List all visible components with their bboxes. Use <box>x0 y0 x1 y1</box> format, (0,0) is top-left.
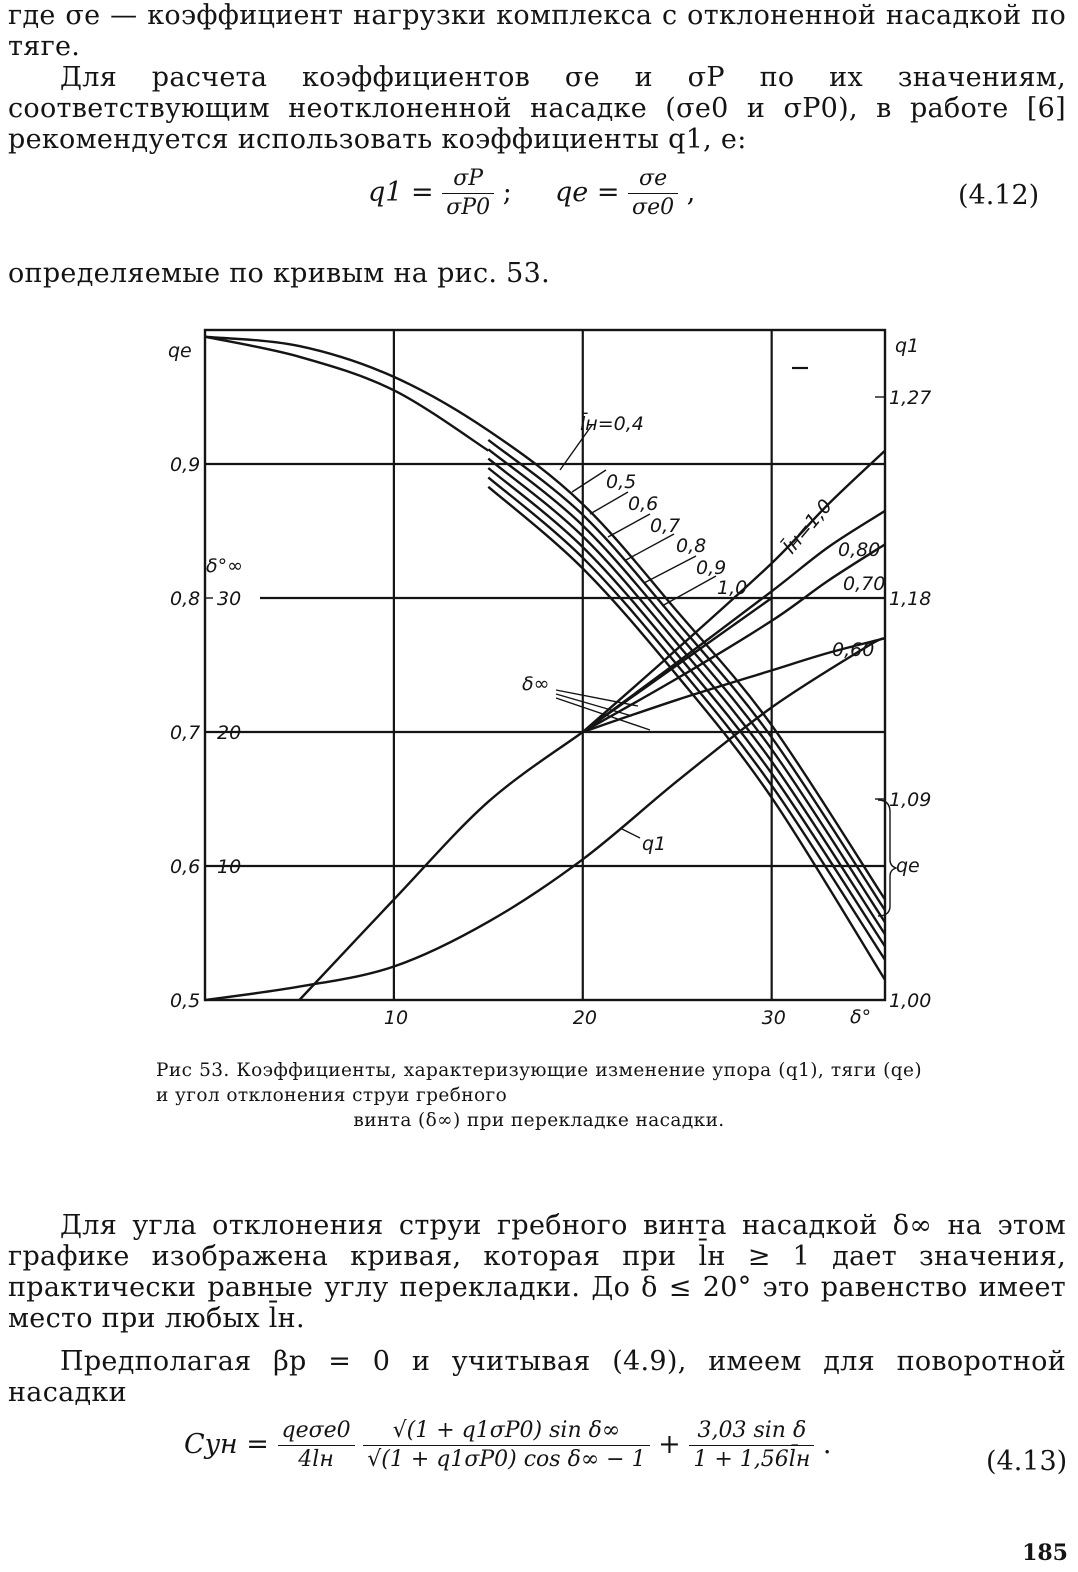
x-tick-label: 30 <box>761 1007 786 1029</box>
delta-tick-label: 30 <box>217 588 242 610</box>
eq412-num1: σP <box>442 166 494 194</box>
q1-curve-label: q1 <box>642 833 667 855</box>
figure-53-chart <box>0 320 1078 1040</box>
qe-label-09: 0,9 <box>696 557 727 579</box>
plot-frame <box>205 330 885 1000</box>
eq412-num2: σe <box>628 166 678 194</box>
x-tick-label: 20 <box>572 1007 597 1029</box>
paragraph-sigma-e-definition: где σe — коэффициент нагрузки комплекса с отклоненной насадкой по тяге. <box>8 0 1066 62</box>
paragraph-figure-reference: определяемые по кривым на рис. 53. <box>8 258 550 289</box>
label-leader-line <box>662 576 716 606</box>
eq412-fraction2 <box>628 166 678 221</box>
eq413-f1-den: 4lн <box>298 1447 334 1472</box>
page-number: 185 <box>1022 1540 1068 1566</box>
eq412-tail: , <box>686 177 696 208</box>
left-axis-title: qe <box>168 340 192 362</box>
delta-curve-label: δ∞ <box>522 673 550 695</box>
x-axis-title: δ° <box>850 1006 872 1028</box>
eq413-fraction2 <box>363 1418 649 1473</box>
chart-grid <box>205 330 885 1000</box>
delta-label-070: 0,70 <box>843 573 886 595</box>
left-tick-label: 0,9 <box>170 454 201 476</box>
eq412-lhs2: qe = <box>554 177 620 208</box>
label-leader-line <box>626 534 674 560</box>
eq412-separator: ; <box>502 177 512 208</box>
series-6-curve <box>205 337 488 451</box>
label-leader-line <box>644 556 696 583</box>
eq413-f1-num: qeσe0 <box>278 1418 355 1446</box>
eq412-den1: σP0 <box>446 195 491 220</box>
right-tick-label: 1,27 <box>889 387 932 409</box>
right-tick-label: 1,00 <box>889 990 932 1012</box>
series-1-curve <box>299 598 771 1000</box>
paragraph-jet-deflection <box>8 1210 1066 1334</box>
eq413-lhs: Cyн = <box>184 1429 269 1460</box>
label-leader-line <box>590 492 628 514</box>
qe-label-04: l̄н=0,4 <box>580 413 644 435</box>
eq412-fraction1 <box>442 166 494 221</box>
qe-brace-label: qe <box>896 855 920 877</box>
eq412-lhs1: q1 = <box>368 177 434 208</box>
qe-label-08: 0,8 <box>676 535 707 557</box>
x-tick-label: 10 <box>383 1007 409 1029</box>
equation-number-4-12: (4.12) <box>958 180 1040 211</box>
eq413-fraction3 <box>689 1418 814 1473</box>
eq413-f2-num: √(1 + q1σP0) sin δ∞ <box>363 1418 649 1446</box>
paragraph-coefficients-intro <box>8 62 1066 155</box>
figure-caption-last: винта (δ∞) при перекладке насадки. <box>353 1110 725 1131</box>
delta-axis-title: δ°∞ <box>206 555 243 577</box>
equation-4-13 <box>184 1418 832 1473</box>
qe-label-10: 1,0 <box>717 577 748 599</box>
right-tick-label: 1,09 <box>889 789 932 811</box>
delta-tick-label: 20 <box>217 722 242 744</box>
delta-label-10: l̄н=1,0 <box>778 495 837 559</box>
label-leader-line <box>608 514 650 537</box>
paragraph-assumption-text: Предполагая βр = 0 и учитывая (4.9), имеем для поворотной насадки <box>8 1346 1066 1408</box>
paragraph-assumption <box>8 1346 1066 1408</box>
eq413-f3-num: 3,03 sin δ <box>689 1418 814 1446</box>
chart-curves <box>205 337 896 1000</box>
paragraph-jet-deflection-text: Для угла отклонения струи гребного винта насадкой δ∞ на этом графике изображена кривая, которая при l̄н ≥ 1 дает значения, практически равные углу перекладки. До δ ≤ 20° это равенство имеет место при любых l̄н. <box>8 1210 1066 1334</box>
left-tick-label: 0,6 <box>170 856 201 878</box>
left-tick-label: 0,5 <box>170 990 201 1012</box>
paragraph-coefficients-text: Для расчета коэффициентов σe и σP по их значениям, соответствующим неотклоненной насадке (σe0 и σP0), в работе [6] рекомендуется использовать коэффициенты q1, e: <box>8 62 1066 155</box>
delta-tick-label: 10 <box>217 856 242 878</box>
right-axis-title: q1 <box>895 335 920 357</box>
figure-caption-main: Рис 53. Коэффициенты, характеризующие изменение упора (q1), тяги (qe) и угол отклонения струи гребного <box>156 1060 922 1106</box>
label-leader-line <box>572 470 606 492</box>
figure-caption <box>156 1058 922 1133</box>
qe-label-05: 0,5 <box>606 471 637 493</box>
left-tick-label: 0,7 <box>170 722 201 744</box>
left-tick-label: 0,8 <box>170 588 201 610</box>
label-leader-line <box>620 828 640 838</box>
eq413-fraction1 <box>278 1418 355 1473</box>
qe-brace <box>878 800 896 916</box>
eq413-dot: . <box>822 1429 832 1460</box>
eq413-f3-den: 1 + 1,56l̄н <box>693 1447 811 1472</box>
right-tick-label: 1,18 <box>889 588 932 610</box>
chart-labels <box>168 335 931 1029</box>
equation-4-12 <box>368 166 695 221</box>
delta-label-080: 0,80 <box>838 539 881 561</box>
eq413-f2-den: √(1 + q1σP0) cos δ∞ − 1 <box>367 1447 646 1472</box>
eq413-plus: + <box>658 1429 681 1460</box>
qe-label-06: 0,6 <box>628 493 659 515</box>
equation-number-4-13: (4.13) <box>986 1446 1068 1477</box>
eq412-den2: σe0 <box>632 195 675 220</box>
delta-label-060: 0,60 <box>832 639 875 661</box>
qe-label-07: 0,7 <box>650 515 681 537</box>
